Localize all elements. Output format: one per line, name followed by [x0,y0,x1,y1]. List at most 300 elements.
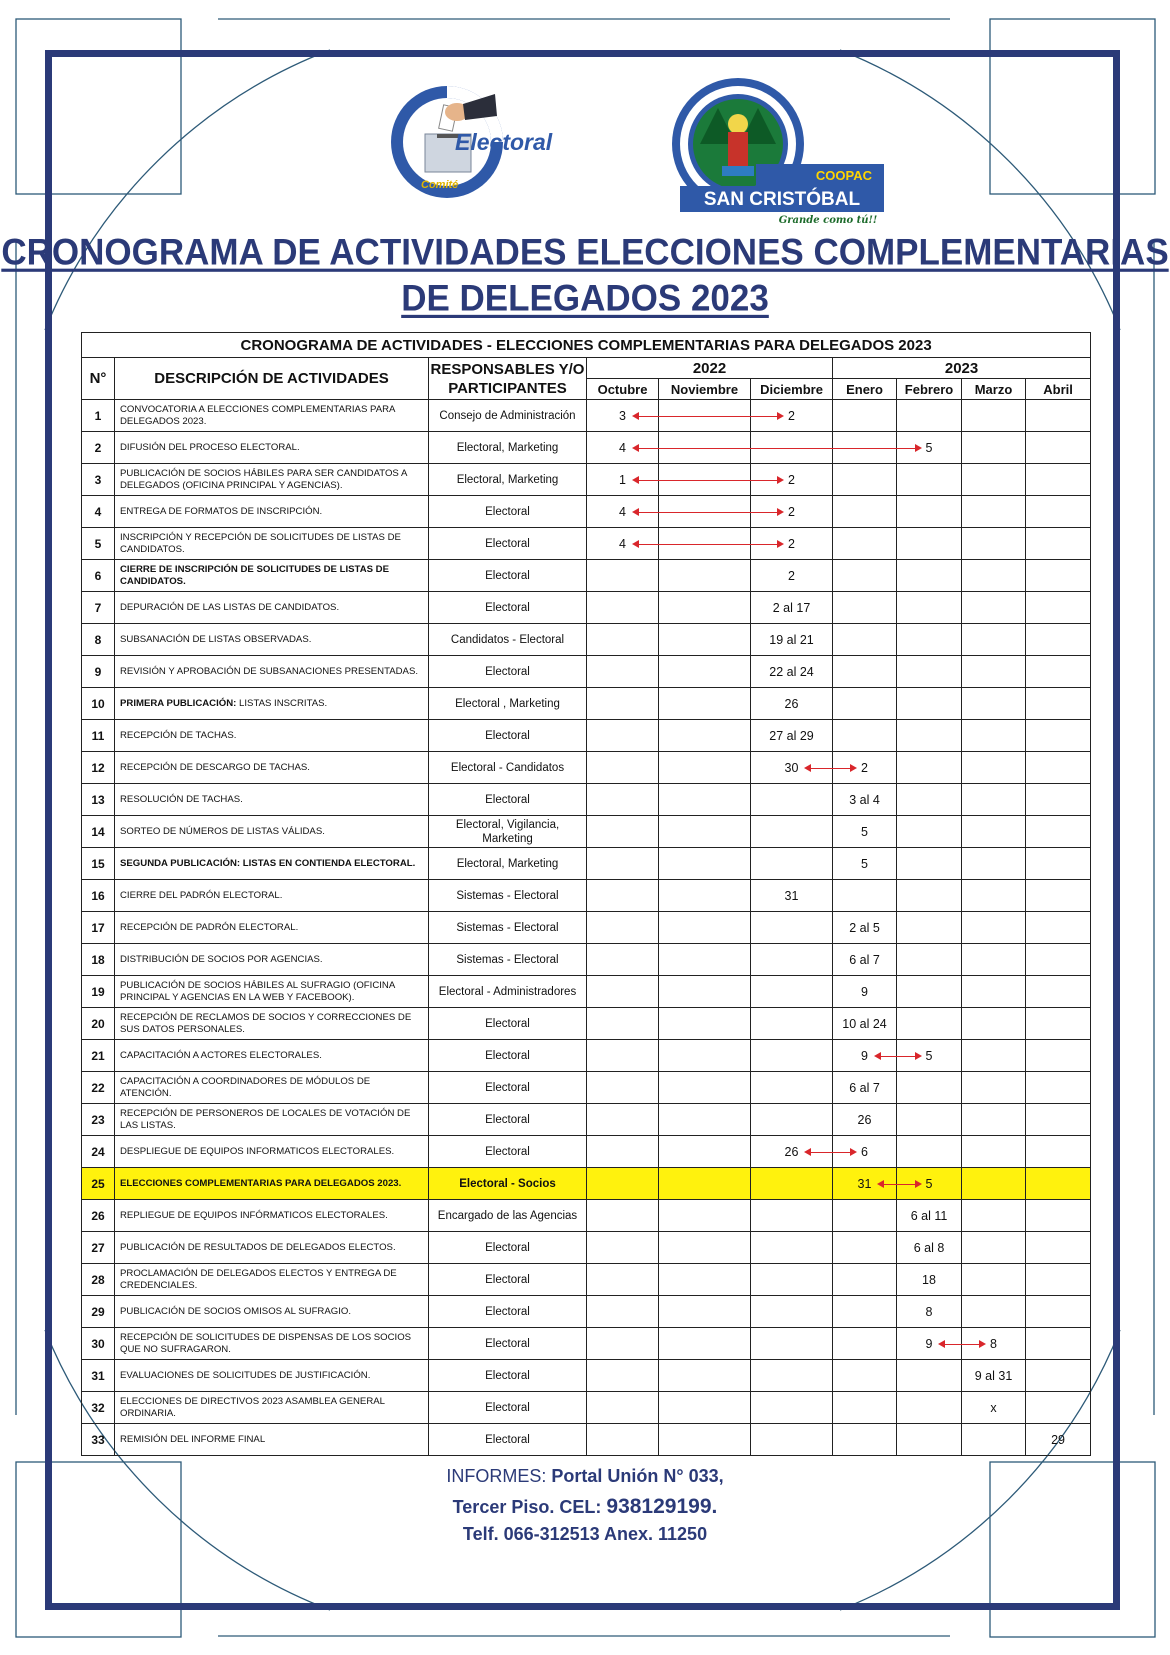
row-number: 17 [82,912,115,944]
row-number: 20 [82,1008,115,1040]
table-row [82,816,1091,848]
schedule-date: 10 al 24 [842,1016,887,1031]
month-cell [962,1136,1026,1168]
month-cell [587,848,659,880]
month-cell [659,1392,751,1424]
schedule-date: 27 al 29 [769,728,814,743]
schedule-date: 26 [784,696,799,711]
activity-description: REMISIÓN DEL INFORME FINAL [115,1424,429,1456]
month-header: Abril [1026,379,1091,400]
month-cell [659,816,751,848]
row-number: 19 [82,976,115,1008]
month-cell [897,976,962,1008]
row-number: 5 [82,528,115,560]
activity-description: SORTEO DE NÚMEROS DE LISTAS VÁLIDAS. [115,816,429,848]
month-cell [659,1168,751,1200]
month-cell [897,1424,962,1456]
month-cell [962,464,1026,496]
schedule-date: 31 [857,1176,872,1191]
schedule-date: 6 al 7 [849,952,880,967]
activity-description: PUBLICACIÓN DE SOCIOS HÁBILES PARA SER CANDIDATOS A DELEGADOS (OFICINA PRINCIPAL Y AGENCIAS). [115,464,429,496]
activity-description [115,688,429,720]
month-cell [897,656,962,688]
month-cell [962,976,1026,1008]
schedule-table [81,332,1091,1456]
date-range-arrow [811,768,850,769]
table-row [82,1136,1091,1168]
month-cell [833,1200,897,1232]
month-cell [587,1296,659,1328]
row-number: 15 [82,848,115,880]
date-range-arrow [639,480,777,481]
month-cell [1026,912,1091,944]
schedule-date: 5 [925,440,933,455]
year-header-2022: 2022 [587,358,833,379]
month-cell [897,400,962,432]
month-cell [1026,976,1091,1008]
responsible: Electoral [429,1040,587,1072]
month-cell [962,496,1026,528]
month-cell [659,688,751,720]
month-cell [751,720,833,752]
month-cell [962,1104,1026,1136]
table-row [82,528,1091,560]
activity-description: RECEPCIÓN DE TACHAS. [115,720,429,752]
responsible: Electoral [429,1392,587,1424]
responsible: Sistemas - Electoral [429,880,587,912]
month-cell [833,464,897,496]
month-cell [659,976,751,1008]
schedule-date: 4 [619,536,626,551]
schedule-date: 2 al 5 [849,920,880,935]
month-cell [833,1232,897,1264]
month-header: Octubre [587,379,659,400]
month-cell [659,1136,751,1168]
coopac-san-cristobal-logo [660,72,885,227]
month-cell [897,1200,962,1232]
schedule-date: 8 [925,1304,933,1319]
table-row [82,1040,1091,1072]
month-cell [587,1232,659,1264]
schedule-date: 9 al 31 [974,1368,1013,1383]
month-cell [962,1072,1026,1104]
month-cell [1026,592,1091,624]
month-cell [751,1168,833,1200]
schedule-date: 6 [861,1144,868,1159]
responsible: Electoral [429,720,587,752]
table-row [82,1264,1091,1296]
schedule-date: 26 [857,1112,872,1127]
responsible: Electoral, Vigilancia, Marketing [429,816,587,848]
phone-text: Telf. 066-312513 Anex. 11250 [462,1524,708,1544]
month-cell [962,848,1026,880]
activity-description: ELECCIONES DE DIRECTIVOS 2023 ASAMBLEA GENERAL ORDINARIA. [115,1392,429,1424]
activity-description: CONVOCATORIA A ELECCIONES COMPLEMENTARIAS PARA DELEGADOS 2023. [115,400,429,432]
month-cell [659,752,751,784]
month-header: Diciembre [751,379,833,400]
month-cell [833,784,897,816]
month-header: Enero [833,379,897,400]
month-cell [1026,1008,1091,1040]
table-row [82,848,1091,880]
month-cell [897,1232,962,1264]
month-cell [833,400,897,432]
row-number: 3 [82,464,115,496]
activity-description: RECEPCIÓN DE PERSONEROS DE LOCALES DE VOTACIÓN DE LAS LISTAS. [115,1104,429,1136]
schedule-date: 2 [788,472,795,487]
informes-label: INFORMES: [446,1466,547,1486]
month-cell [833,1008,897,1040]
footer-line-phone [0,1524,1170,1553]
row-number: 22 [82,1072,115,1104]
col-header-responsables: RESPONSABLES Y/O PARTICIPANTES [429,358,587,400]
activity-description: EVALUACIONES DE SOLICITUDES DE JUSTIFICACIÓN. [115,1360,429,1392]
activity-description: PUBLICACIÓN DE SOCIOS HÁBILES AL SUFRAGIO (OFICINA PRINCIPAL Y AGENCIAS EN LA WEB Y FACEBOOK). [115,976,429,1008]
table-row [82,1104,1091,1136]
cel-number: 938129199. [606,1495,718,1518]
month-cell [833,1392,897,1424]
month-cell [833,656,897,688]
month-header: Noviembre [659,379,751,400]
table-row [82,1168,1091,1200]
activity-description: DEPURACIÓN DE LAS LISTAS DE CANDIDATOS. [115,592,429,624]
row-number: 21 [82,1040,115,1072]
table-row [82,720,1091,752]
month-cell [833,848,897,880]
schedule-date: 9 [925,1336,933,1351]
table-row [82,400,1091,432]
table-row [82,1200,1091,1232]
date-range-arrow [639,416,777,417]
month-cell [1026,848,1091,880]
month-cell [1026,1328,1091,1360]
month-cell [897,528,962,560]
month-cell [962,400,1026,432]
month-cell [587,1360,659,1392]
month-cell [659,560,751,592]
responsible: Sistemas - Electoral [429,912,587,944]
month-cell [897,1296,962,1328]
footer-line-cel [0,1495,1170,1524]
month-cell [587,720,659,752]
month-cell [659,720,751,752]
month-cell [962,528,1026,560]
month-cell [1026,496,1091,528]
month-cell [1026,720,1091,752]
month-cell [962,880,1026,912]
responsible: Sistemas - Electoral [429,944,587,976]
responsible: Electoral [429,1104,587,1136]
row-number: 8 [82,624,115,656]
date-range-arrow [881,1056,915,1057]
month-cell [962,1232,1026,1264]
month-cell [962,784,1026,816]
month-cell [833,624,897,656]
month-cell [587,560,659,592]
row-number: 25 [82,1168,115,1200]
month-cell [897,688,962,720]
activity-description-text: LISTAS INSCRITAS. [236,697,328,709]
footer-line-address [0,1466,1170,1495]
month-cell [962,688,1026,720]
month-cell [833,816,897,848]
table-row [82,1424,1091,1456]
month-cell [587,976,659,1008]
schedule-date: 2 al 17 [772,600,811,615]
table-row [82,1072,1091,1104]
schedule-date: 1 [619,472,626,487]
table-row [82,912,1091,944]
responsible: Electoral - Administradores [429,976,587,1008]
month-cell [587,1072,659,1104]
schedule-date: 6 al 11 [910,1208,948,1223]
month-cell [659,1424,751,1456]
row-number: 33 [82,1424,115,1456]
date-range-arrow [639,448,915,449]
responsible: Electoral [429,1296,587,1328]
row-number: 1 [82,400,115,432]
month-cell [1026,880,1091,912]
year-header-2023: 2023 [833,358,1091,379]
activity-description: SUBSANACIÓN DE LISTAS OBSERVADAS. [115,624,429,656]
schedule-date: 5 [925,1176,933,1191]
row-number: 29 [82,1296,115,1328]
activity-description: RECEPCIÓN DE RECLAMOS DE SOCIOS Y CORRECCIONES DE SUS DATOS PERSONALES. [115,1008,429,1040]
month-cell [587,784,659,816]
month-cell [659,624,751,656]
date-range-arrow [945,1344,979,1345]
month-cell [751,1232,833,1264]
responsible: Electoral [429,496,587,528]
month-cell [1026,656,1091,688]
activity-description: RECEPCIÓN DE SOLICITUDES DE DISPENSAS DE LOS SOCIOS QUE NO SUFRAGARON. [115,1328,429,1360]
date-range-arrow [639,512,777,513]
month-cell [587,1392,659,1424]
table-row [82,1392,1091,1424]
schedule-date: 30 [784,760,799,775]
responsible: Encargado de las Agencias [429,1200,587,1232]
month-cell [1026,752,1091,784]
responsible: Electoral [429,1072,587,1104]
table-row [82,496,1091,528]
month-cell [751,1424,833,1456]
month-cell [751,1264,833,1296]
month-cell [897,944,962,976]
month-cell [751,1008,833,1040]
date-range-arrow [811,1152,850,1153]
date-range-arrow [884,1184,914,1185]
row-number: 4 [82,496,115,528]
table-row [82,976,1091,1008]
table-row [82,784,1091,816]
table-row [82,464,1091,496]
month-cell [962,1392,1026,1424]
month-cell [751,656,833,688]
row-number: 31 [82,1360,115,1392]
month-cell [659,912,751,944]
month-cell [897,624,962,656]
month-cell [751,1296,833,1328]
cel-label: CEL: [559,1497,602,1517]
schedule-date: 8 [990,1336,997,1351]
month-cell [897,912,962,944]
activity-description: RECEPCIÓN DE DESCARGO DE TACHAS. [115,752,429,784]
row-number: 13 [82,784,115,816]
activity-description: PROCLAMACIÓN DE DELEGADOS ELECTOS Y ENTREGA DE CREDENCIALES. [115,1264,429,1296]
month-cell [751,592,833,624]
month-cell [751,688,833,720]
month-cell [587,592,659,624]
month-cell [962,432,1026,464]
month-cell [751,1040,833,1072]
row-number: 32 [82,1392,115,1424]
month-cell [897,1136,962,1168]
month-cell [659,1200,751,1232]
month-cell [1026,400,1091,432]
month-cell [833,1328,897,1360]
month-cell [587,1264,659,1296]
month-cell [587,816,659,848]
svg-text:Comité: Comité [421,179,459,191]
table-caption: CRONOGRAMA DE ACTIVIDADES - ELECCIONES COMPLEMENTARIAS PARA DELEGADOS 2023 [82,333,1091,358]
activity-description: INSCRIPCIÓN Y RECEPCIÓN DE SOLICITUDES DE LISTAS DE CANDIDATOS. [115,528,429,560]
table-row [82,752,1091,784]
month-cell [1026,1072,1091,1104]
schedule-date: 4 [619,440,626,455]
schedule-date: 3 al 4 [849,792,880,807]
month-cell [751,1328,833,1360]
row-number: 7 [82,592,115,624]
month-cell [659,1360,751,1392]
activity-description: ENTREGA DE FORMATOS DE INSCRIPCIÓN. [115,496,429,528]
activity-description: PUBLICACIÓN DE SOCIOS OMISOS AL SUFRAGIO. [115,1296,429,1328]
row-number: 16 [82,880,115,912]
month-cell [962,1296,1026,1328]
table-row [82,656,1091,688]
month-cell [833,1104,897,1136]
month-cell [962,624,1026,656]
schedule-date: 5 [861,856,868,871]
month-cell [751,880,833,912]
month-cell [1026,1392,1091,1424]
row-number: 24 [82,1136,115,1168]
svg-text:Grande como tú!!: Grande como tú!! [778,215,878,226]
row-number: 18 [82,944,115,976]
table-row [82,880,1091,912]
month-cell [1026,1200,1091,1232]
month-cell [962,912,1026,944]
month-cell [962,1168,1026,1200]
month-cell [587,1104,659,1136]
month-cell [833,528,897,560]
row-number: 11 [82,720,115,752]
page-title [0,230,1170,322]
month-cell [1026,816,1091,848]
month-cell [751,816,833,848]
responsible: Electoral, Marketing [429,848,587,880]
svg-text:Electoral: Electoral [455,129,553,155]
month-cell [751,912,833,944]
responsible: Electoral [429,1264,587,1296]
month-cell [897,1008,962,1040]
month-cell [962,816,1026,848]
month-cell [751,1360,833,1392]
row-number: 10 [82,688,115,720]
month-cell [833,720,897,752]
month-cell [659,656,751,688]
month-cell [587,624,659,656]
activity-description: DISTRIBUCIÓN DE SOCIOS POR AGENCIAS. [115,944,429,976]
row-number: 12 [82,752,115,784]
month-cell [833,1360,897,1392]
table-row [82,944,1091,976]
month-cell [751,848,833,880]
schedule-date: 22 al 24 [769,664,814,679]
row-number: 6 [82,560,115,592]
month-cell [659,1232,751,1264]
month-cell [751,1392,833,1424]
month-cell [587,944,659,976]
row-number: 30 [82,1328,115,1360]
responsible: Consejo de Administración [429,400,587,432]
month-cell [587,1136,659,1168]
month-cell [751,784,833,816]
month-cell [833,592,897,624]
activity-description: CIERRE DE INSCRIPCIÓN DE SOLICITUDES DE LISTAS DE CANDIDATOS. [115,560,429,592]
month-cell [962,1008,1026,1040]
responsible: Electoral [429,1424,587,1456]
month-cell [587,688,659,720]
month-cell [897,1072,962,1104]
col-header-description: DESCRIPCIÓN DE ACTIVIDADES [115,358,429,400]
schedule-date: 3 [619,408,626,423]
month-cell [962,1264,1026,1296]
title-line-1: CRONOGRAMA DE ACTIVIDADES ELECCIONES COMPLEMENTARIAS [1,231,1169,273]
month-cell [751,976,833,1008]
month-cell [1026,1296,1091,1328]
month-header: Marzo [962,379,1026,400]
month-cell [1026,1168,1091,1200]
activity-description: ELECCIONES COMPLEMENTARIAS PARA DELEGADOS 2023. [115,1168,429,1200]
month-cell [897,720,962,752]
row-number: 9 [82,656,115,688]
month-cell [833,912,897,944]
month-cell [962,1360,1026,1392]
schedule-date: 9 [861,1048,868,1063]
table-row [82,560,1091,592]
month-cell [751,1200,833,1232]
address-text: Portal Unión N° 033, [551,1466,724,1486]
month-cell [587,880,659,912]
schedule-date: 5 [925,1048,933,1063]
month-cell [659,784,751,816]
responsible: Electoral [429,528,587,560]
table-row [82,592,1091,624]
month-cell [1026,1136,1091,1168]
col-header-number: N° [82,358,115,400]
table-row [82,1008,1091,1040]
month-cell [1026,944,1091,976]
activity-description: CAPACITACIÓN A COORDINADORES DE MÓDULOS DE ATENCIÓN. [115,1072,429,1104]
month-cell [897,496,962,528]
month-cell [587,752,659,784]
month-cell [897,1360,962,1392]
month-cell [897,1104,962,1136]
month-cell [897,880,962,912]
responsible: Electoral [429,784,587,816]
month-cell [1026,560,1091,592]
schedule-date: 2 [788,408,795,423]
